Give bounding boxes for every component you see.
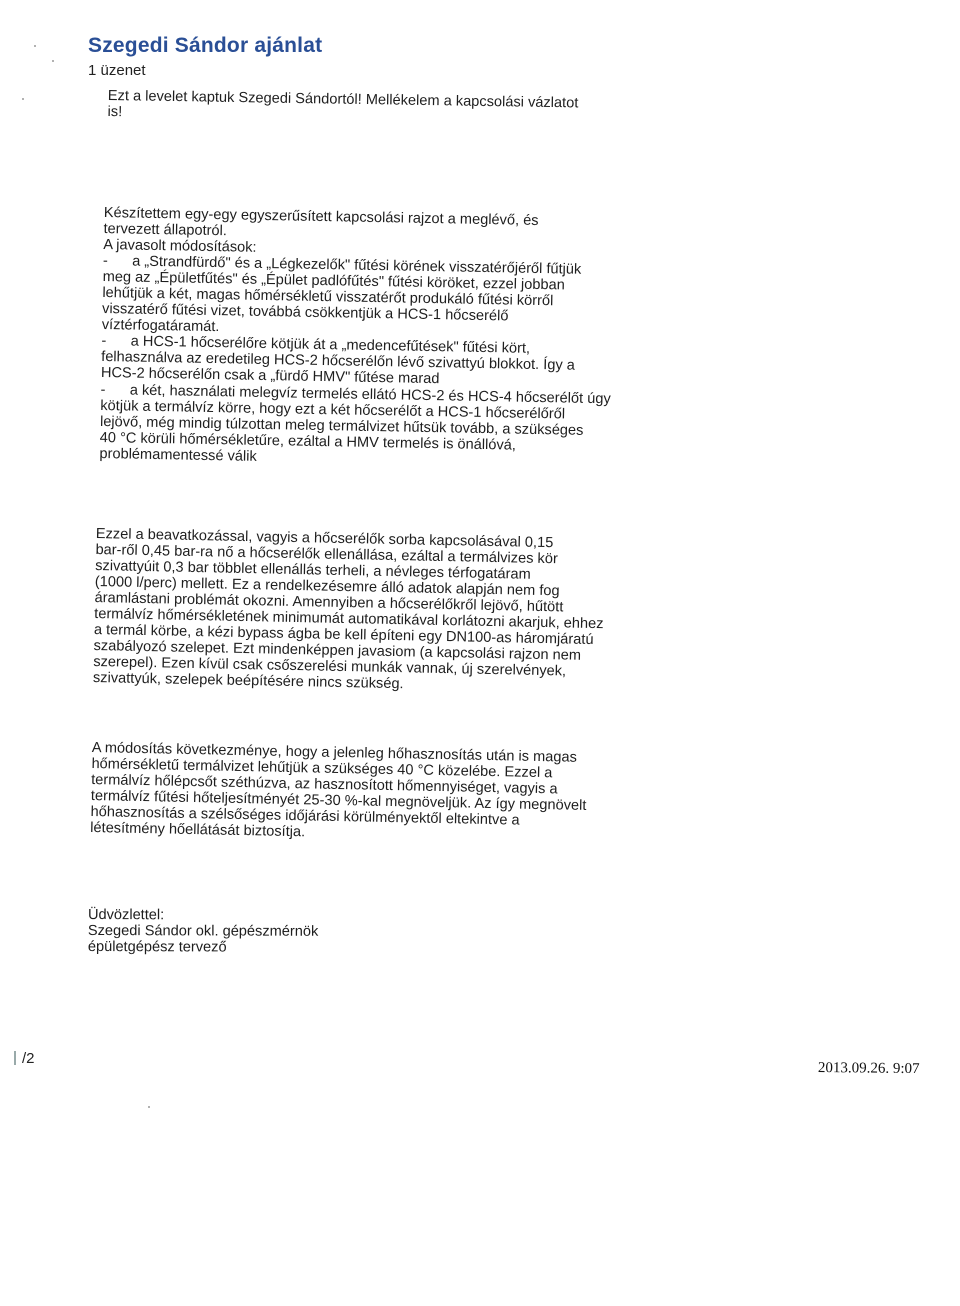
signature-block: Üdvözlettel: Szegedi Sándor okl. gépészmérnök épületgépész tervező — [87, 907, 319, 956]
scan-speck — [52, 60, 54, 62]
intro-text: Ezt a levelet kaptuk Szegedi Sándortól! Mellékelem a kapcsolási vázlatot is! — [107, 88, 579, 121]
scan-speck — [34, 45, 36, 47]
message-count: 1 üzenet — [88, 62, 146, 79]
scan-speck — [148, 1106, 150, 1108]
body-paragraph-2: Ezzel a beavatkozással, vagyis a hőcserélők sorba kapcsolásával 0,15 bar-ről 0,45 bar-ra nő a hőcserélők ellenállása, ezáltal a termálvizes kör szivattyúit 0,3 bar többlet ellenállás terheli, a névleges térfogatáram (1000 l/perc) mellett. Ez a rendelkezésemre álló adatok alapján nem fog áramlástani problémát okozni. Amennyiben a hőcserélőkről lejövő, hűtött termálvíz hőmérsékletének minimumát automatikával korlátozni akarjuk, ehhez a termál körbe, a kézi bypass ágba be kell építeni egy DN100-as háromjáratú szabályozó szelepet. Ezt mindenképpen javasiom (a kapcsolási rajzon nem szerepel). Ezen kívül csak csőszerelési munkák vannak, új szerelvények, szivattyúk, szelepek beépítésére nincs szükség. — [92, 526, 604, 693]
body-paragraph-1: Készítettem egy-egy egyszerűsített kapcsolási rajzot a meglévő, és tervezett állapotról. A javasolt módosítások: - a „Strandfürdő" és a „Légkezelők" fűtési körének visszatérőjéről fűtjük meg az „Épületfűtés" és „Épület padlófűtés" fűtési köröket, ezzel jobban lehűtjük a két, magas hőmérsékletű visszatérőt produkáló fűtési körről visszatérő fűtési vizet, továbbá csökkentjük a HCS-1 hőcserélő víztérfogatáramát. - a HCS-1 hőcserélőre kötjük át a „medencefűtések" fűtési kört, felhasználva az eredetileg HCS-2 hőcserélőn lévő szivattyú blokkot. Így a HCS-2 hőcserélőn csak a „fürdő HMV" fűtése marad - a két, használati melegvíz termelés ellátó HCS-2 és HCS-4 hőcserélőt úgy kötjük a termálvíz körre, hogy ezt a két hőcserélőt a HCS-1 hőcserélőről lejövő, még mindig túlzottan meleg termálvizet hűtsük tovább, a szükséges 40 °C körüli hőmérsékletűre, ezáltal a HMV termelés is önállóvá, problémamentessé válik — [99, 205, 611, 465]
print-timestamp: 2013.09.26. 9:07 — [817, 1060, 920, 1078]
scan-speck — [22, 98, 24, 100]
page-number — [14, 1050, 35, 1067]
body-paragraph-3: A módosítás következménye, hogy a jelenleg hőhasznosítás után is magas hőmérsékletű termálvizet lehűtjük a szükséges 40 °C közelébe. Ezzel a termálvíz hőlépcsőt széthúzva, az hasznosított hőmennyiséget, vagyis a termálvíz fűtési hőteljesítményét 25-30 %-kal megnöveljük. Az így megnövelt hőhasznosítás a szélsőséges időjárási körülményektől eltekintve a létesítmény hőellátását biztosítja. — [90, 740, 587, 841]
page-number-text: /2 — [22, 1050, 35, 1067]
email-subject-title: Szegedi Sándor ajánlat — [88, 34, 323, 57]
scan-edge-mark — [14, 1051, 16, 1065]
